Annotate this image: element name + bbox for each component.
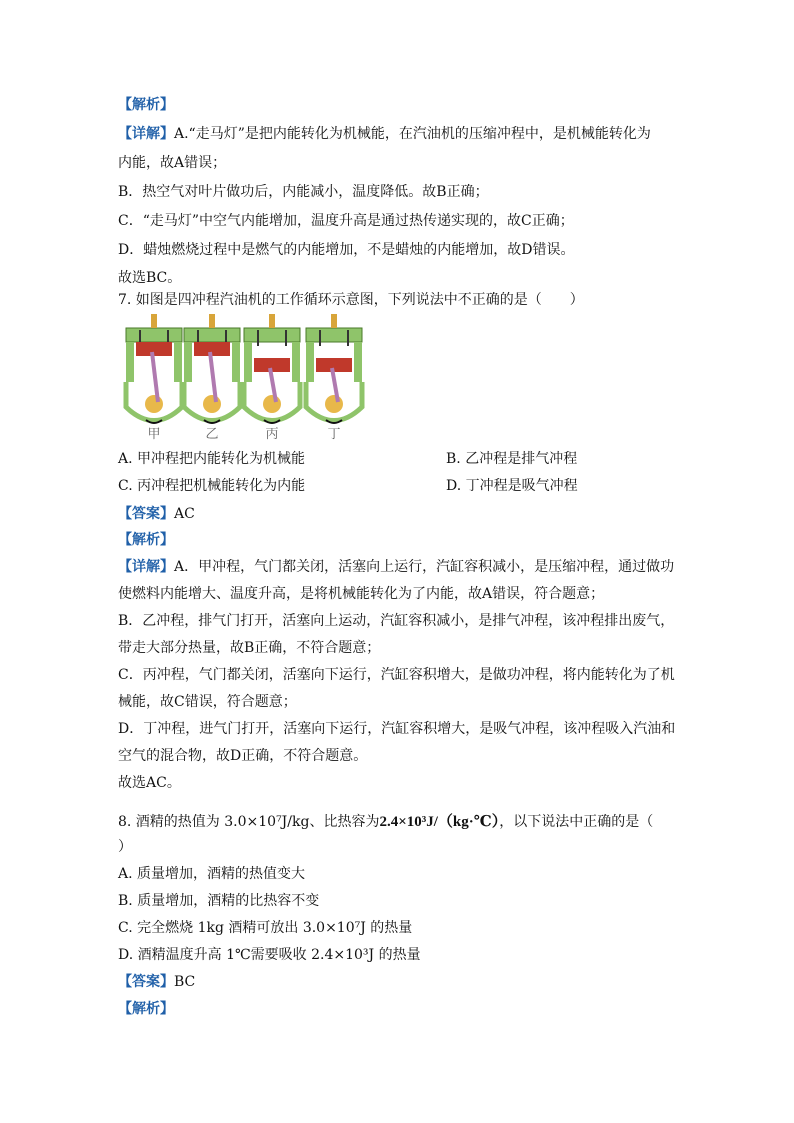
q7-option-b: B. 乙冲程是排气冲程 xyxy=(446,451,578,467)
q6-analysis-header: 【解析】 xyxy=(118,97,174,113)
q7-detail-tag: 【详解】 xyxy=(118,559,174,575)
q7-detail-line-1 xyxy=(118,558,674,576)
q7-answer: AC xyxy=(174,506,195,522)
figure-label-jia: 甲 xyxy=(147,427,161,442)
engine-cycle-figure xyxy=(118,312,368,442)
q8-stem-a: 8. 酒精的热值为 3.0×10⁷J/kg、比热容为 xyxy=(118,814,380,830)
q6-detail-line-4: C．“走马灯”中空气内能增加，温度升高是通过热传递实现的，故C正确； xyxy=(118,213,574,229)
q8-option-b: B. 质量增加，酒精的比热容不变 xyxy=(118,893,320,909)
figure-label-bing: 丙 xyxy=(265,427,279,442)
q8-option-c: C. 完全燃烧 1kg 酒精可放出 3.0×10⁷J 的热量 xyxy=(118,920,413,936)
q8-option-d: D. 酒精温度升高 1℃需要吸收 2.4×10³J 的热量 xyxy=(118,947,421,963)
q7-option-c: C. 丙冲程把机械能转化为内能 xyxy=(118,478,306,494)
q7-detail-line-2: 使燃料内能增大、温度升高，是将机械能转化为了内能，故A错误，符合题意； xyxy=(118,586,605,602)
q8-stem-line-2: ） xyxy=(118,839,132,855)
q6-detail-text-1: A.“走马灯”是把内能转化为机械能，在汽油机的压缩冲程中，是机械能转化为 xyxy=(174,126,651,142)
figure-label-ding: 丁 xyxy=(327,427,341,442)
q8-answer-line xyxy=(118,973,195,991)
q7-detail-line-6: 械能，故C错误，符合题意； xyxy=(118,694,297,710)
q7-answer-tag: 【答案】 xyxy=(118,506,174,522)
q8-stem-line-1 xyxy=(118,813,653,831)
q8-answer: BC xyxy=(174,974,196,990)
q8-option-a: A. 质量增加，酒精的热值变大 xyxy=(118,866,306,882)
engine-cycle-svg xyxy=(118,312,368,442)
q6-detail-tag: 【详解】 xyxy=(118,126,174,142)
q7-option-d: D. 丁冲程是吸气冲程 xyxy=(446,478,578,494)
q7-stem: 7. 如图是四冲程汽油机的工作循环示意图，下列说法中不正确的是（ ） xyxy=(118,292,584,308)
figure-label-yi: 乙 xyxy=(205,427,219,442)
q7-detail-text-1: A．甲冲程，气门都关闭，活塞向上运行，汽缸容积减小，是压缩冲程，通过做功 xyxy=(174,559,675,575)
q8-analysis-header: 【解析】 xyxy=(118,1001,174,1017)
q7-detail-line-4: 带走大部分热量，故B正确，不符合题意； xyxy=(118,640,381,656)
q7-conclusion: 故选AC。 xyxy=(118,775,181,791)
engine-cylinder xyxy=(126,314,182,423)
q7-detail-line-3: B．乙冲程，排气门打开，活塞向上运动，汽缸容积减小，是排气冲程，该冲程排出废气， xyxy=(118,613,675,629)
q6-detail-line-1 xyxy=(118,125,651,143)
q7-detail-line-8: 空气的混合物，故D正确，不符合题意。 xyxy=(118,748,368,764)
q7-analysis-header: 【解析】 xyxy=(118,532,174,548)
q8-specific-heat-formula: 2.4×10³J/（kg·℃） xyxy=(379,814,500,830)
q6-detail-line-3: B．热空气对叶片做功后，内能减小，温度降低。故B正确； xyxy=(118,184,489,200)
q7-option-a: A. 甲冲程把内能转化为机械能 xyxy=(118,451,306,467)
q8-stem-b: ，以下说法中正确的是（ xyxy=(499,814,654,830)
q7-detail-line-5: C．丙冲程，气门都关闭，活塞向下运行，汽缸容积增大，是做功冲程，将内能转化为了机 xyxy=(118,667,675,683)
q7-detail-line-7: D．丁冲程，进气门打开，活塞向下运行，汽缸容积增大，是吸气冲程，该冲程吸入汽油和 xyxy=(118,721,676,737)
engine-cylinder xyxy=(244,314,300,423)
engine-cylinder xyxy=(184,314,240,423)
q8-answer-tag: 【答案】 xyxy=(118,974,174,990)
q7-answer-line xyxy=(118,505,195,523)
q6-detail-line-2: 内能，故A错误； xyxy=(118,155,227,171)
q6-conclusion: 故选BC。 xyxy=(118,270,182,286)
q6-detail-line-5: D．蜡烛燃烧过程中是燃气的内能增加，不是蜡烛的内能增加，故D错误。 xyxy=(118,242,575,258)
engine-cylinder xyxy=(306,314,362,423)
